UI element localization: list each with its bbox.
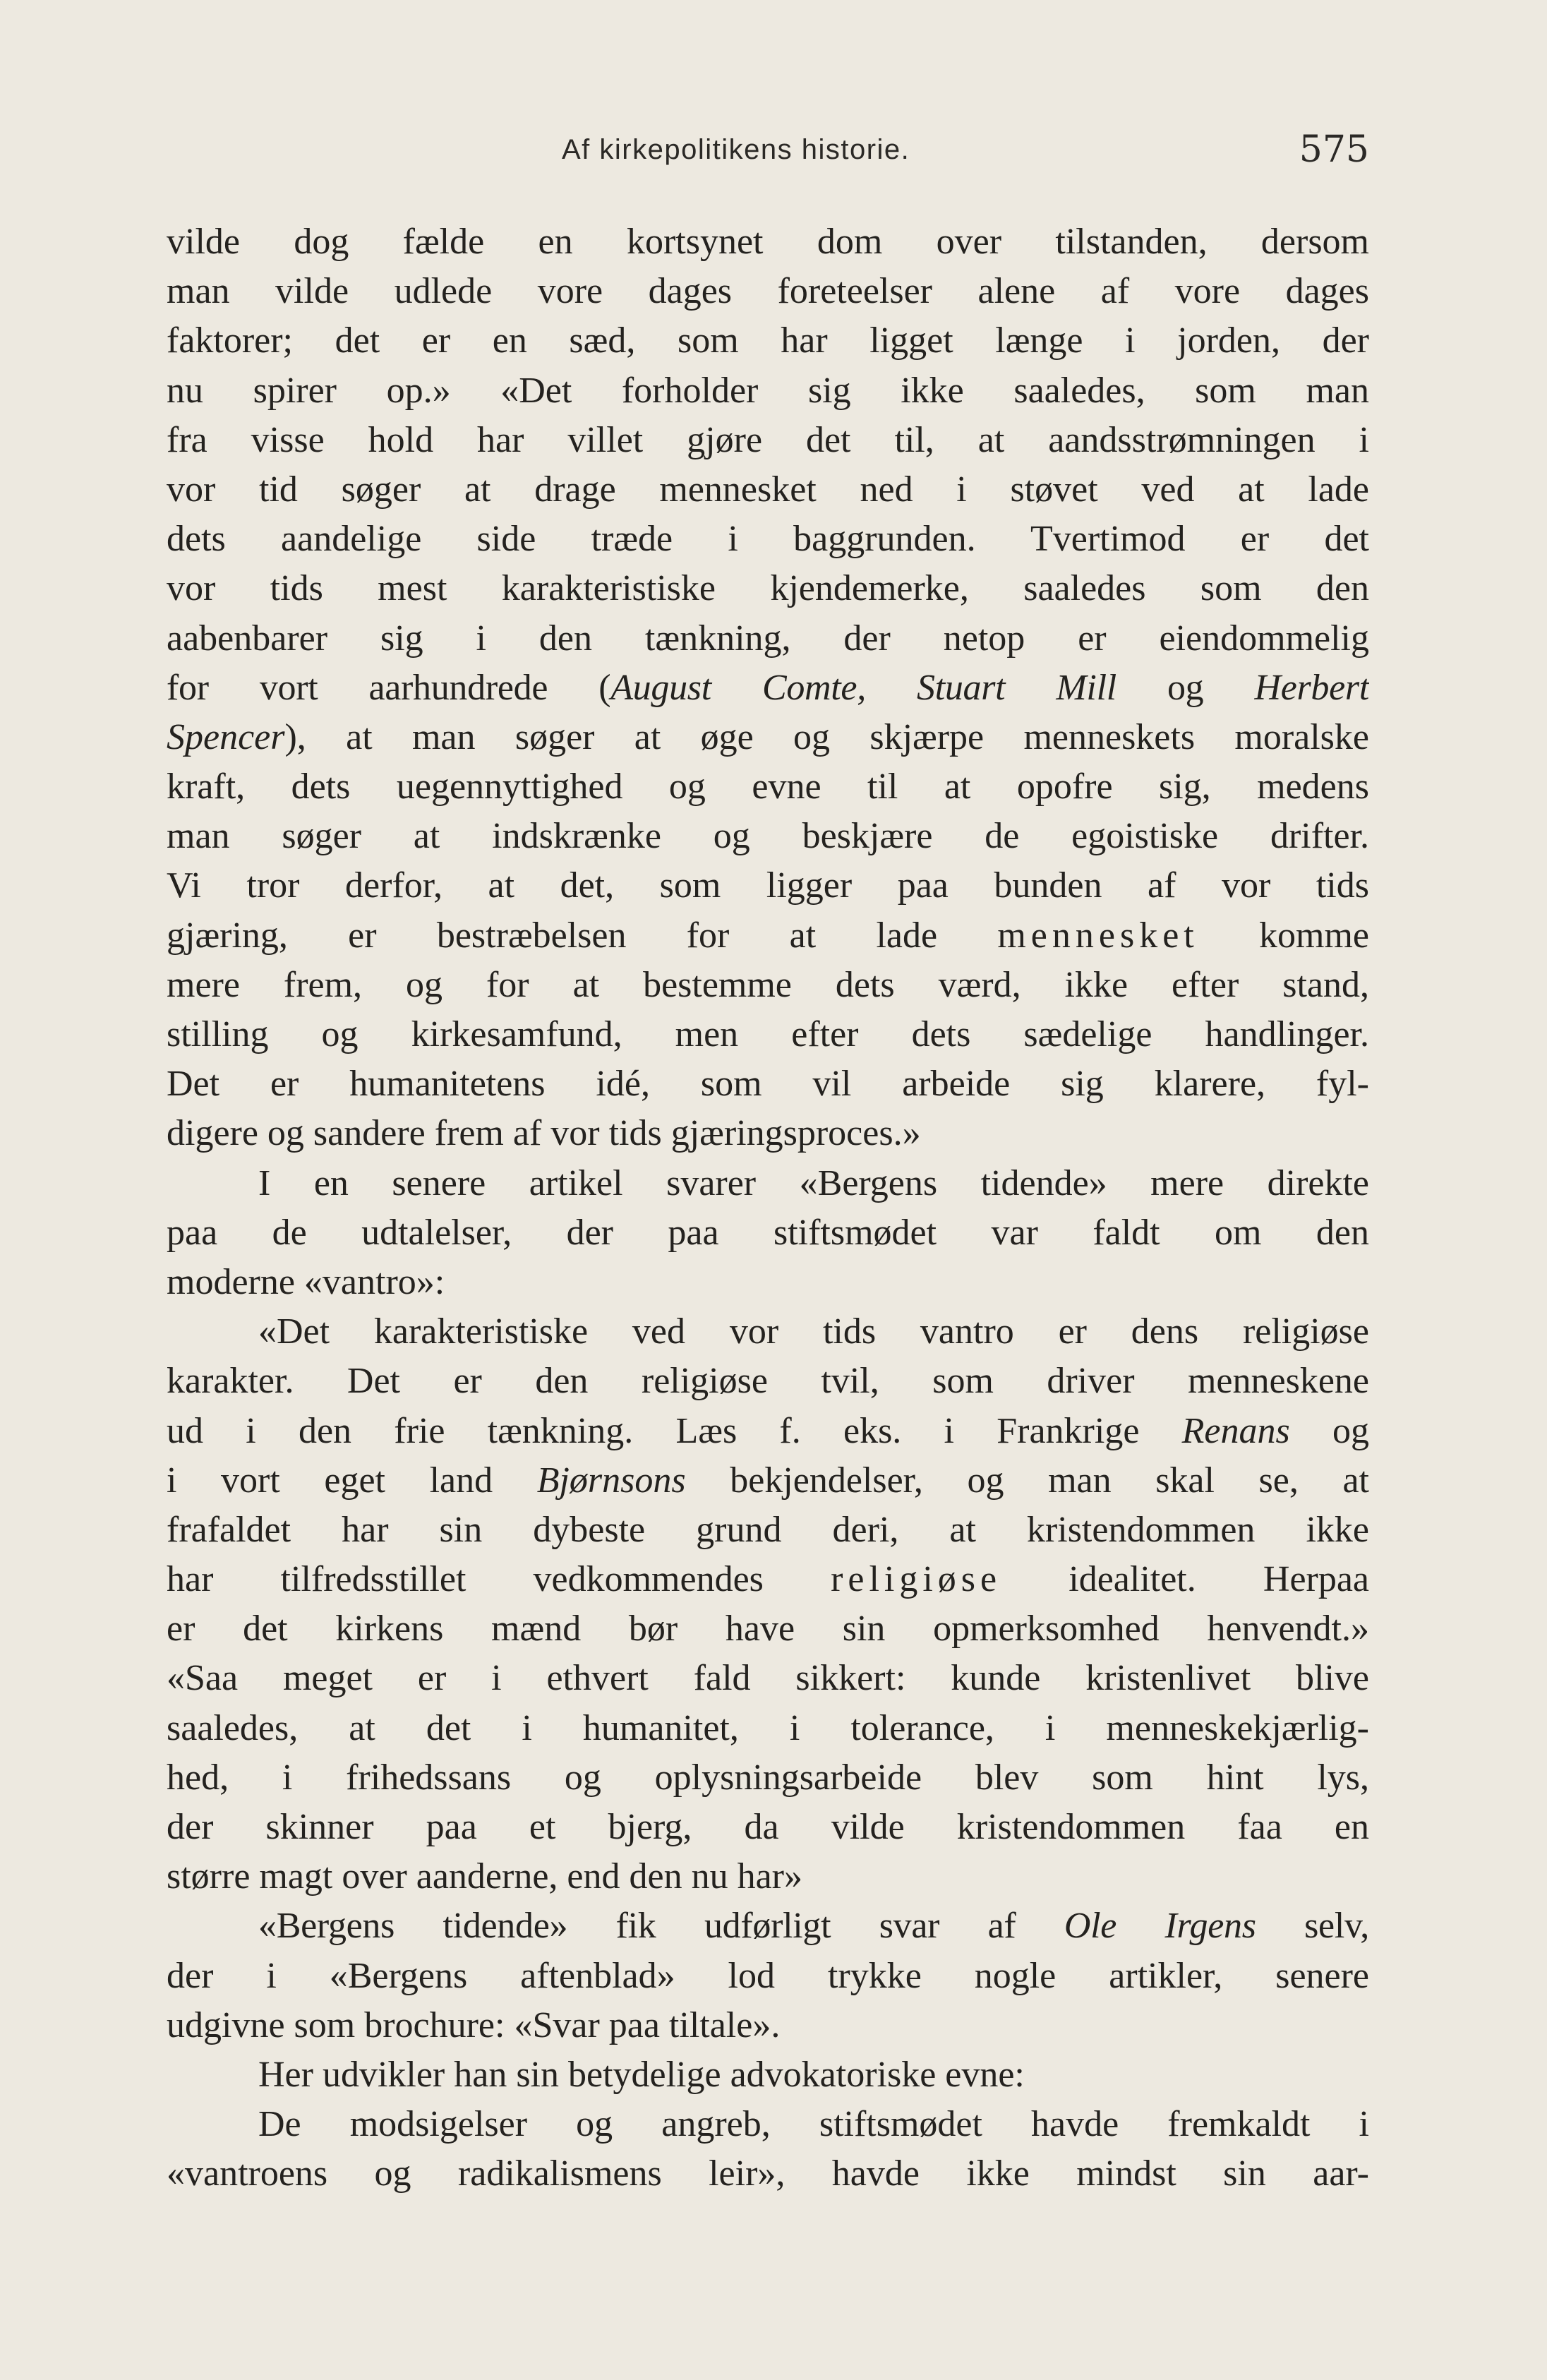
text-line: «Det karakteristiske ved vor tids vantro er dens religiøse bbox=[258, 1311, 1369, 1352]
page-number: 575 bbox=[1299, 128, 1369, 171]
text-line: moderne «vantro»: bbox=[167, 1261, 445, 1302]
italic-name: Ole Irgens bbox=[1064, 1906, 1256, 1947]
text-line: nu spirer op.» «Det forholder sig ikke saaledes, som man bbox=[167, 370, 1369, 411]
text-line: paa de udtalelser, der paa stiftsmødet var faldt om den bbox=[167, 1212, 1369, 1253]
text-line: frafaldet har sin dybeste grund deri, at kristendommen ikke bbox=[167, 1509, 1369, 1550]
italic-name: Renans bbox=[1181, 1410, 1290, 1451]
text-line: vor tid søger at drage mennesket ned i støvet ved at lade bbox=[167, 469, 1369, 510]
text-line: man søger at indskrænke og beskjære de egoistiske drifter. bbox=[167, 816, 1369, 857]
text-line: digere og sandere frem af vor tids gjæringsproces.» bbox=[167, 1113, 921, 1154]
text-line: gjæring, er bestræbelsen for at lade mennesket komme bbox=[167, 915, 1369, 956]
text-line: har tilfredsstillet vedkommendes religiøse idealitet. Herpaa bbox=[167, 1559, 1369, 1600]
italic-names: August Comte, Stuart Mill bbox=[610, 667, 1116, 708]
page-header bbox=[169, 128, 1369, 176]
text-line: for vort aarhundrede (August Comte, Stuart Mill og Herbert bbox=[167, 667, 1369, 708]
text-line: kraft, dets uegennyttighed og evne til at opofre sig, medens bbox=[167, 767, 1369, 807]
text-line: Vi tror derfor, at det, som ligger paa bunden af vor tids bbox=[167, 865, 1369, 906]
text-line: Her udvikler han sin betydelige advokatoriske evne: bbox=[258, 2054, 1025, 2095]
italic-name: Herbert bbox=[1254, 667, 1369, 708]
text-line: hed, i frihedssans og oplysningsarbeide blev som hint lys, bbox=[167, 1757, 1369, 1798]
body-text bbox=[167, 217, 1369, 2199]
italic-name: Bjørnsons bbox=[536, 1460, 686, 1501]
spaced-emphasis: religiøse bbox=[831, 1559, 1002, 1600]
text-line: «Bergens tidende» fik udførligt svar af Ole Irgens selv, bbox=[258, 1906, 1369, 1947]
running-title: Af kirkepolitikens historie. bbox=[562, 134, 910, 165]
text-line: «Saa meget er i ethvert fald sikkert: kunde kristenlivet blive bbox=[167, 1658, 1369, 1699]
text-line: fra visse hold har villet gjøre det til, at aandsstrømningen i bbox=[167, 419, 1369, 460]
text-line: faktorer; det er en sæd, som har ligget længe i jorden, der bbox=[167, 320, 1369, 361]
text-line: saaledes, at det i humanitet, i tolerance, i menneskekjærlig- bbox=[167, 1707, 1369, 1748]
text-line: der skinner paa et bjerg, da vilde kristendommen faa en bbox=[167, 1807, 1369, 1847]
text-line: «vantroens og radikalismens leir», havde ikke mindst sin aar- bbox=[167, 2153, 1369, 2194]
text-line: dets aandelige side træde i baggrunden. Tvertimod er det bbox=[167, 519, 1369, 560]
italic-name: Spencer bbox=[167, 716, 285, 757]
text-line: større magt over aanderne, end den nu har» bbox=[167, 1856, 802, 1897]
text-line: ud i den frie tænkning. Læs f. eks. i Frankrige Renans og bbox=[167, 1410, 1369, 1451]
text-line: i vort eget land Bjørnsons bekjendelser, og man skal se, at bbox=[167, 1460, 1369, 1501]
text-line: stilling og kirkesamfund, men efter dets sædelige handlinger. bbox=[167, 1014, 1369, 1054]
spaced-emphasis: mennesket bbox=[997, 915, 1199, 956]
text-line: er det kirkens mænd bør have sin opmerksomhed henvendt.» bbox=[167, 1609, 1369, 1649]
text-line: I en senere artikel svarer «Bergens tidende» mere direkte bbox=[258, 1162, 1369, 1203]
text-line: Spencer), at man søger at øge og skjærpe menneskets moralske bbox=[167, 716, 1369, 757]
text-line: der i «Bergens aftenblad» lod trykke nogle artikler, senere bbox=[167, 1955, 1369, 1996]
text-line: udgivne som brochure: «Svar paa tiltale». bbox=[167, 2005, 781, 2045]
text-line: vilde dog fælde en kortsynet dom over tilstanden, dersom bbox=[167, 222, 1369, 262]
text-line: Det er humanitetens idé, som vil arbeide sig klarere, fyl- bbox=[167, 1064, 1369, 1105]
text-line: mere frem, og for at bestemme dets værd, ikke efter stand, bbox=[167, 964, 1369, 1005]
text-line: man vilde udlede vore dages foreteelser alene af vore dages bbox=[167, 271, 1369, 312]
text-line: aabenbarer sig i den tænkning, der netop er eiendommelig bbox=[167, 618, 1369, 659]
text-line: De modsigelser og angreb, stiftsmødet havde fremkaldt i bbox=[258, 2104, 1369, 2145]
text-line: karakter. Det er den religiøse tvil, som driver menneskene bbox=[167, 1361, 1369, 1402]
text-line: vor tids mest karakteristiske kjendemerke, saaledes som den bbox=[167, 568, 1369, 609]
